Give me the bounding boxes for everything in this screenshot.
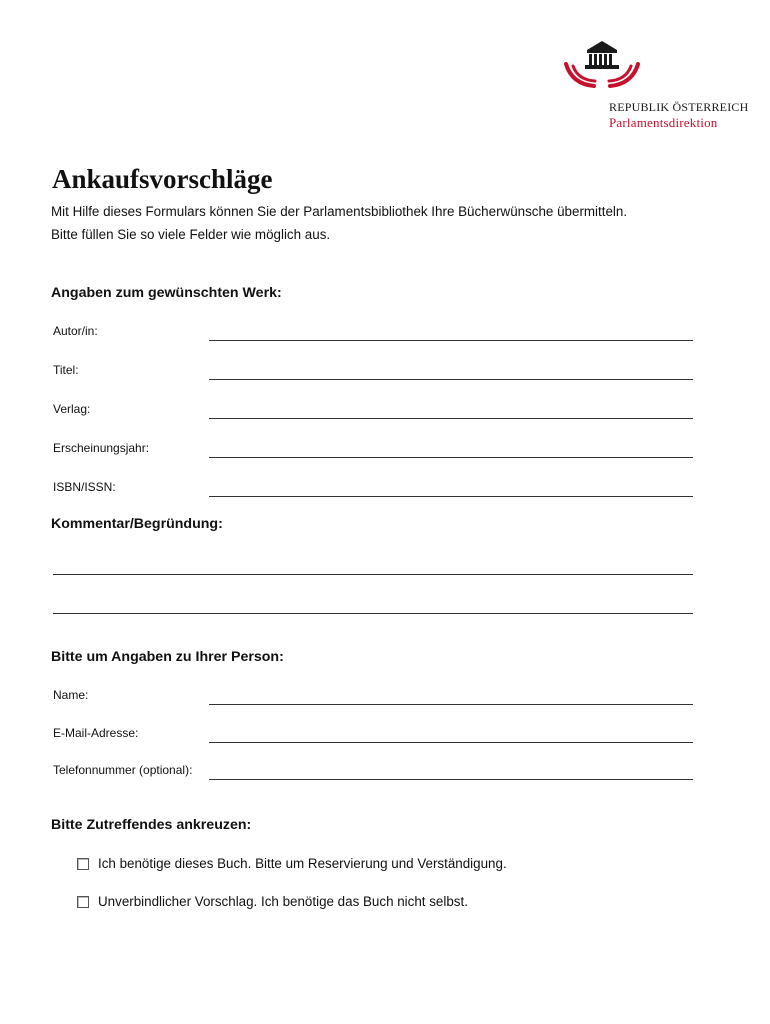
name-label: Name: [53,688,89,702]
title-input[interactable] [209,379,693,380]
option-suggestion[interactable] [77,894,468,909]
intro-text-line-1: Mit Hilfe dieses Formulars können Sie der Parlamentsbibliothek Ihre Bücherwünsche übermitteln. [51,204,628,219]
email-input[interactable] [209,742,693,743]
author-input[interactable] [209,340,693,341]
isbn-issn-label: ISBN/ISSN: [53,480,116,494]
suggestion-checkbox[interactable] [77,896,89,908]
title-label: Titel: [53,363,79,377]
org-line-republic: REPUBLIK ÖSTERREICH [609,100,749,114]
reserve-checkbox[interactable] [77,858,89,870]
organization-name [609,99,748,131]
section-heading-comment: Kommentar/Begründung: [51,516,223,532]
parliament-emblem-icon [562,36,642,92]
comment-input-line-2[interactable] [53,613,693,614]
org-line-department: Parlamentsdirektion [609,115,718,130]
isbn-issn-input[interactable] [209,496,693,497]
author-label: Autor/in: [53,324,98,338]
publisher-label: Verlag: [53,402,91,416]
option-reserve[interactable] [77,856,507,871]
intro-text-line-2: Bitte füllen Sie so viele Felder wie möglich aus. [51,227,331,242]
name-input[interactable] [209,704,693,705]
publisher-input[interactable] [209,418,693,419]
email-label: E-Mail-Adresse: [53,726,139,740]
section-heading-options: Bitte Zutreffendes ankreuzen: [51,817,252,833]
section-heading-person: Bitte um Angaben zu Ihrer Person: [51,649,284,665]
comment-input-line-1[interactable] [53,574,693,575]
phone-label: Telefonnummer (optional): [53,763,193,777]
phone-input[interactable] [209,779,693,780]
section-heading-work: Angaben zum gewünschten Werk: [51,285,282,301]
form-title: Ankaufsvorschläge [52,164,273,194]
publication-year-label: Erscheinungsjahr: [53,441,150,455]
option-reserve-label: Ich benötige dieses Buch. Bitte um Reservierung und Verständigung. [98,856,507,871]
publication-year-input[interactable] [209,457,693,458]
option-suggestion-label: Unverbindlicher Vorschlag. Ich benötige das Buch nicht selbst. [98,894,468,909]
